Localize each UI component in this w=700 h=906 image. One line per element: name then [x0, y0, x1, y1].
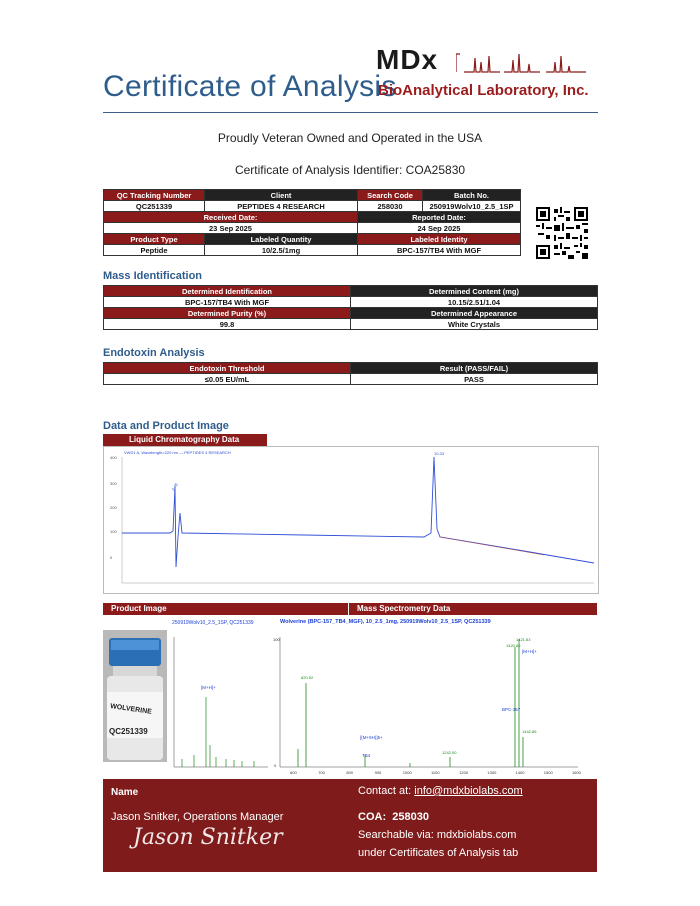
lc-chromatogram [103, 446, 599, 594]
received-value: 23 Sep 2025 [104, 223, 358, 234]
det-content-value: 10.15/2.51/1.04 [351, 297, 598, 308]
ms-title: Wolverine (BPC-157_TB4_MGF), 10_2.5_1mg, 250919Wolv10_2.5_1SP, QC251339 [280, 619, 491, 625]
search-value: 258030 [358, 201, 423, 212]
appearance-label: Determined Appearance [351, 308, 598, 319]
ptype-label: Product Type [104, 234, 205, 245]
lc-ytick: 200 [110, 505, 117, 510]
det-content-label: Determined Content (mg) [351, 286, 598, 297]
ms-xtick-label: 700 [318, 770, 325, 775]
header-divider [103, 112, 598, 113]
ms-xtick-label: 1100 [431, 770, 440, 775]
coa-identifier: Certificate of Analysis Identifier: COA25830 [234, 163, 466, 177]
ms-xtick-label: 600 [290, 770, 297, 775]
footer-signer: Jason Snitker, Operations Manager [111, 811, 284, 823]
identity-label: Labeled Identity [358, 234, 521, 245]
endotoxin-table [103, 362, 598, 385]
ms-xtick-label: 800 [346, 770, 354, 775]
product-image-label: Product Image [103, 603, 348, 615]
batch-label: Batch No. [423, 190, 521, 201]
ms-spectrum [170, 617, 598, 775]
purity-value: 99.8 [104, 319, 351, 330]
lc-ytick: 400 [110, 455, 117, 460]
ms-xtick-label: 1400 [515, 770, 525, 775]
search-label: Search Code [358, 190, 423, 201]
ms-xtick-label: 1600 [572, 770, 581, 775]
summary-table [103, 189, 521, 256]
lc-label: Liquid Chromatography Data [103, 434, 267, 446]
lc-ytick: 0 [110, 555, 113, 560]
tagline: Proudly Veteran Owned and Operated in the USA [217, 131, 483, 145]
data-heading: Data and Product Image [103, 420, 229, 432]
threshold-label: Endotoxin Threshold [104, 363, 351, 374]
result-value: PASS [351, 374, 598, 385]
ms-peak-label-p1: [M+H]+ [201, 685, 216, 690]
reported-label: Reported Date: [358, 212, 521, 223]
ms-peak-label-p7: 1442.85 [522, 729, 537, 734]
footer-panel [103, 779, 597, 872]
footer-coa [358, 811, 429, 823]
det-id-value: BPC-157/TB4 With MGF [104, 297, 351, 308]
ms-peak-label-p3: BPC-157 [502, 707, 521, 712]
purity-label: Determined Purity (%) [104, 308, 351, 319]
product-vial-image [103, 630, 167, 762]
ms-peak-label-p2: [M+H]+ [522, 649, 537, 654]
lc-trace [122, 457, 594, 567]
qr-code-icon[interactable] [536, 207, 588, 259]
ms-xtick-label: 900 [374, 770, 382, 775]
det-id-label: Determined Identification [104, 286, 351, 297]
lc-header-text: VWD1 A, Wavelength=220 nm — PEPTIDES 4 RESEARCH [124, 450, 231, 455]
identity-value: BPC-157/TB4 With MGF [358, 245, 521, 256]
qc-value: QC251339 [104, 201, 205, 212]
ms-xtick-label: 1300 [487, 770, 497, 775]
client-label: Client [205, 190, 358, 201]
client-value: PEPTIDES 4 RESEARCH [205, 201, 358, 212]
mass-table [103, 285, 598, 330]
ms-xtick-label: 1200 [459, 770, 469, 775]
ms-peak-label-p4: 1421.83 [516, 637, 531, 642]
chromatogram-logo-icon [456, 50, 591, 76]
lc-integration-line [440, 537, 544, 555]
ms-peak-label-p5: 1420.86 [506, 643, 521, 648]
brand-logo: MDx [376, 44, 439, 75]
ms-peak-label-p9: TB4 [362, 753, 371, 758]
svg-text:100: 100 [273, 637, 280, 642]
ms-peak-label-p10: [(M+5H)]5+ [360, 735, 383, 740]
footer-name-label: Name [111, 787, 139, 798]
signature: Jason Snitker [133, 825, 283, 850]
qty-value: 10/2.5/1mg [205, 245, 358, 256]
ms-xtick-label: 1000 [402, 770, 412, 775]
ms-peak-label-p6: 820.92 [301, 675, 314, 680]
ms-peak-label-p8: 1242.00 [442, 750, 457, 755]
qc-label: QC Tracking Number [104, 190, 205, 201]
vial-text-2: QC251339 [109, 727, 148, 736]
email-link[interactable]: info@mdxbiolabs.com [414, 785, 523, 797]
svg-text:0: 0 [274, 763, 277, 768]
endotoxin-heading: Endotoxin Analysis [103, 347, 205, 359]
coa-label: COA: [358, 811, 387, 823]
threshold-value: ≤0.05 EU/mL [104, 374, 351, 385]
lc-ytick: 300 [110, 481, 117, 486]
lab-name: BioAnalytical Laboratory, Inc. [378, 82, 589, 99]
vial-text-1: WOLVERINE [109, 703, 153, 716]
result-label: Result (PASS/FAIL) [351, 363, 598, 374]
lc-ytick: 100 [110, 529, 117, 534]
qty-label: Labeled Quantity [205, 234, 358, 245]
ms-label: Mass Spectrometry Data [349, 603, 597, 615]
received-label: Received Date: [104, 212, 358, 223]
mass-heading: Mass Identification [103, 270, 203, 282]
batch-value: 250919Wolv10_2.5_1SP [423, 201, 521, 212]
ms-subtitle: 250919Wolv10_2.5_1SP, QC251339 [172, 620, 254, 626]
page-title: Certificate of Analysis [103, 70, 397, 103]
footer-tab-note: under Certificates of Analysis tab [358, 847, 519, 859]
footer-searchable: Searchable via: mdxbiolabs.com [358, 829, 517, 841]
appearance-value: White Crystals [351, 319, 598, 330]
ptype-value: Peptide [104, 245, 205, 256]
coa-value: 258030 [392, 811, 429, 823]
lc-peak-label: 10.33 [434, 451, 445, 456]
contact-label: Contact at: [358, 785, 415, 797]
footer-contact [358, 785, 523, 797]
reported-value: 24 Sep 2025 [358, 223, 521, 234]
ms-xtick-label: 1500 [543, 770, 553, 775]
lc-peak-label: 2.46 [170, 482, 179, 492]
